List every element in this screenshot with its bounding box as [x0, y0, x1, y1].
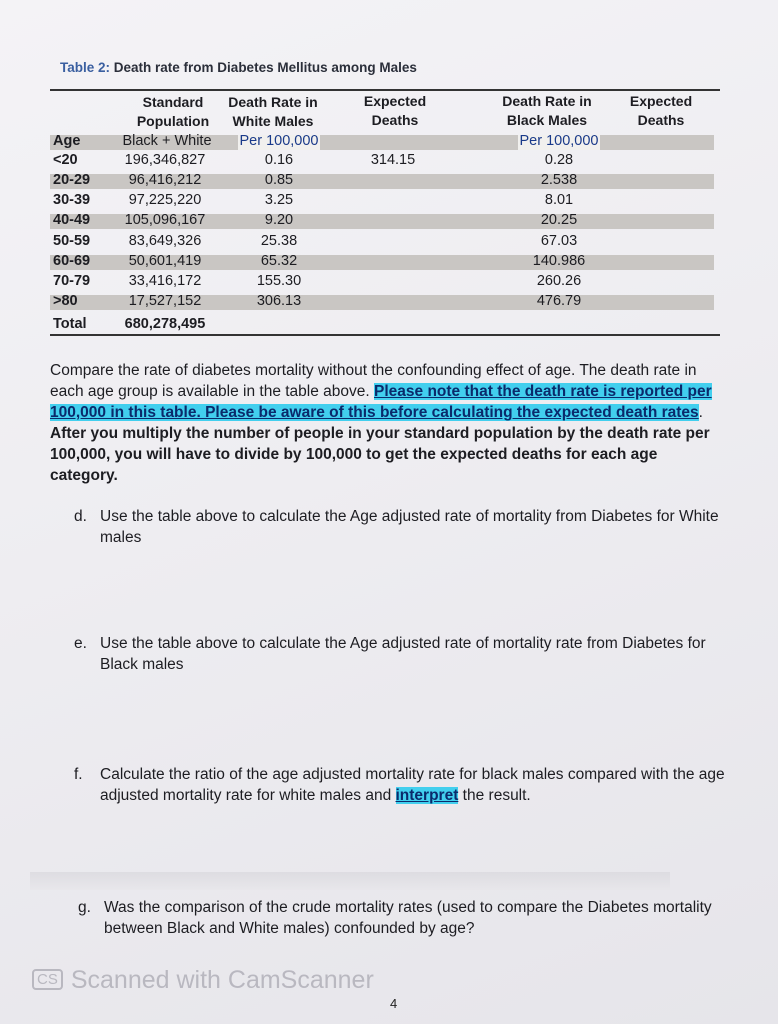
instructions-text: Compare the rate of diabetes mortality without the confounding effect of age. The death rate in each age group is available in the table above.	[50, 362, 697, 400]
header-black-rate	[492, 92, 602, 130]
age-cell: >80	[53, 293, 78, 309]
header-white-rate	[218, 93, 328, 131]
total-population: 680,278,495	[124, 316, 206, 332]
white-rate-cell: 155.30	[256, 273, 302, 289]
black-rate-cell: 0.28	[544, 152, 574, 168]
population-cell: 83,649,326	[128, 233, 202, 249]
question-e	[74, 633, 724, 679]
black-rate-cell: 2.538	[540, 172, 578, 188]
camscanner-watermark	[32, 966, 374, 995]
instructions-paragraph	[50, 360, 720, 486]
header-line: Expected	[629, 93, 693, 109]
age-cell: 40-49	[53, 212, 91, 228]
table-caption	[60, 60, 417, 75]
black-rate-cell: 260.26	[536, 273, 582, 289]
question-text-part: Calculate the ratio of the age adjusted mortality rate for black males compared with the age adjusted mortality rate for white males and	[100, 766, 725, 804]
white-rate-unit: Per 100,000	[239, 133, 319, 149]
question-text-part: the result.	[458, 787, 531, 804]
age-column-header: Age	[53, 133, 81, 149]
white-rate-cell: 9.20	[264, 212, 294, 228]
highlighted-word: interpret	[395, 787, 459, 804]
header-line: Death Rate in	[502, 93, 592, 109]
age-cell: <20	[53, 152, 78, 168]
header-line: Standard	[142, 94, 204, 110]
expected-white-cell: 314.15	[370, 152, 416, 168]
white-rate-cell: 0.16	[264, 152, 294, 168]
black-rate-cell: 476.79	[536, 293, 582, 309]
table-caption-title: Death rate from Diabetes Mellitus among Males	[113, 60, 417, 75]
black-rate-cell: 140.986	[532, 253, 586, 269]
question-text	[100, 764, 730, 806]
question-text: Use the table above to calculate the Age adjusted rate of mortality from Diabetes for White males	[100, 508, 719, 546]
black-rate-cell: 67.03	[540, 233, 578, 249]
white-rate-cell: 25.38	[260, 233, 298, 249]
white-rate-cell: 0.85	[264, 172, 294, 188]
age-cell: 50-59	[53, 233, 91, 249]
header-line: Expected	[363, 93, 427, 109]
population-cell: 50,601,419	[128, 253, 202, 269]
table-top-rule	[50, 89, 720, 91]
question-g	[78, 897, 728, 943]
white-rate-cell: 3.25	[264, 192, 294, 208]
white-rate-cell: 306.13	[256, 293, 302, 309]
black-rate-unit: Per 100,000	[519, 133, 599, 149]
question-f	[74, 764, 734, 810]
question-letter: d.	[74, 508, 87, 525]
header-line: White Males	[232, 113, 314, 129]
age-cell: 70-79	[53, 273, 91, 289]
instructions-bold: After you multiply the number of people in your standard population by the death rate per 100,000, you will have to divide by 100,000 to get the expected deaths for each age category.	[50, 425, 710, 484]
header-expected-white	[340, 92, 450, 130]
table-caption-label: Table 2:	[60, 60, 111, 75]
header-expected-black	[606, 92, 716, 130]
scan-shadow	[30, 872, 670, 890]
instructions-period: .	[698, 404, 703, 421]
white-rate-cell: 65.32	[260, 253, 298, 269]
header-line: Deaths	[371, 112, 419, 128]
age-cell: 60-69	[53, 253, 91, 269]
age-cell: 30-39	[53, 192, 91, 208]
header-line: Population	[136, 113, 210, 129]
page-number: 4	[390, 996, 398, 1011]
header-line: Death Rate in	[228, 94, 318, 110]
population-cell: 17,527,152	[128, 293, 202, 309]
question-d	[74, 506, 724, 552]
question-letter: e.	[74, 635, 87, 652]
question-letter: g.	[78, 899, 91, 916]
population-cell: 196,346,827	[124, 152, 206, 168]
population-cell: 105,096,167	[124, 212, 206, 228]
black-rate-cell: 8.01	[544, 192, 574, 208]
question-letter: f.	[74, 766, 83, 783]
population-cell: 33,416,172	[128, 273, 202, 289]
population-cell: 97,225,220	[128, 192, 202, 208]
question-text: Use the table above to calculate the Age adjusted rate of mortality rate from Diabetes for Black males	[100, 635, 706, 673]
table-bottom-rule	[50, 334, 720, 336]
population-cell: 96,416,212	[128, 172, 202, 188]
header-line: Deaths	[637, 112, 685, 128]
header-standard-population	[118, 93, 228, 131]
age-cell: 20-29	[53, 172, 91, 188]
black-rate-cell: 20.25	[540, 212, 578, 228]
watermark-text: Scanned with CamScanner	[70, 966, 374, 994]
population-unit: Black + White	[122, 133, 212, 149]
header-line: Black Males	[506, 112, 588, 128]
highlighted-note: Please note that the death rate is reported per 100,000 in this table. Please be aware of this before calculating the expected death rates	[50, 383, 712, 421]
total-label: Total	[53, 316, 87, 332]
question-text: Was the comparison of the crude mortality rates (used to compare the Diabetes mortality between Black and White males) confounded by age?	[104, 899, 712, 937]
camscanner-logo-icon: CS	[32, 969, 63, 990]
